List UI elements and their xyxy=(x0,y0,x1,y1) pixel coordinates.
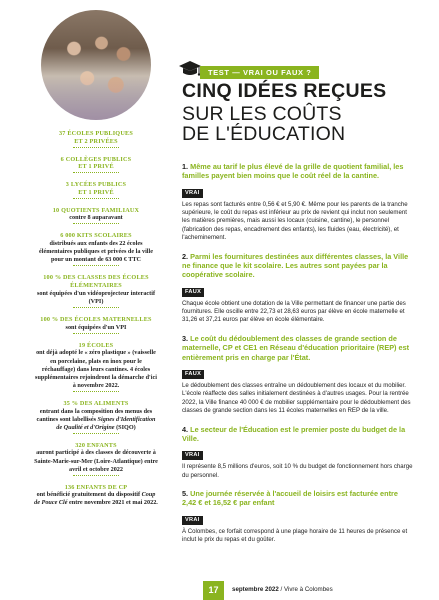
graduation-cap-icon xyxy=(178,60,202,80)
stat-description: ont bénéficié gratuitement du dispositif Coup de Pouce Clé entre novembre 2021 et mai 2022. xyxy=(34,491,158,507)
stat-item xyxy=(34,232,158,266)
verdict-badge: FAUX xyxy=(182,288,204,297)
verdict-badge: VRAI xyxy=(182,189,203,198)
stat-number: 136 ENFANTS DE CP xyxy=(64,483,128,491)
stat-number: 35 % DES ALIMENTS xyxy=(63,399,129,407)
stat-divider xyxy=(73,391,119,392)
quiz-question: 1. Même au tarif le plus élevé de la grille de quotient familial, les familles payent bien moins que le coût réel de la cantine. xyxy=(182,162,404,181)
quiz-banner: TEST — VRAI OU FAUX ? xyxy=(200,66,319,79)
stat-description: sont équipées d'un vidéoprojecteur interactif (VPI) xyxy=(36,289,155,305)
stat-item xyxy=(34,400,158,434)
quiz-answer: Le dédoublement des classes entraîne un dédoublement des locaux et du mobilier. L'école réaffecte des salles initialement destinées à d'autres usages. Pour la rentrée 2022, la Ville finance 40 000 € de mobilier supplémentaire pour le dédoublement des classes de grande section dans les 11 écoles maternelles en REP de la ville. xyxy=(182,381,411,415)
stat-number: 19 ÉCOLES xyxy=(78,341,114,349)
page-subtitle: SUR LES COÛTS DE L'ÉDUCATION xyxy=(182,103,346,146)
stat-item xyxy=(34,274,158,308)
stat-item xyxy=(34,181,158,199)
stat-number: 37 ÉCOLES PUBLIQUES xyxy=(59,130,133,137)
verdict-badge: VRAI xyxy=(182,516,203,525)
stat-description: ET 2 PRIVÉES xyxy=(74,137,118,145)
stat-description: ont déjà adopté le « zéro plastique » (vaisselle en porcelaine, plats en inox pour le réchauffage) dans leurs cantines. 4 écoles supplémentaires rejoindront la démarche d'ici à novembre 2022. xyxy=(35,349,157,389)
program-name: Coup de Pouce Clé xyxy=(34,491,156,507)
quiz-item xyxy=(182,489,414,544)
verdict-badge: VRAI xyxy=(182,451,203,460)
quiz-answer: Il représente 8,5 millions d'euros, soit 10 % du budget de fonctionnement hors charge du personnel. xyxy=(182,463,413,479)
schoolchildren-photo xyxy=(41,10,151,120)
stat-item xyxy=(34,342,158,392)
stat-divider xyxy=(73,147,119,148)
stat-item xyxy=(34,207,158,225)
stat-item xyxy=(34,130,158,148)
stat-divider xyxy=(73,333,119,334)
stat-description: sont équipées d'un VPI xyxy=(65,323,127,331)
quiz-answer: À Colombes, ce forfait correspond à une plage horaire de 11 heures de présence et inclut le prix du repas et du goûter. xyxy=(182,527,408,544)
stat-number: 10 QUOTIENTS FAMILIAUX xyxy=(52,206,140,214)
footer-credit: septembre 2022 / Vivre à Colombes xyxy=(232,586,333,593)
quiz-question: 5. Une journée réservée à l'accueil de loisirs est facturée entre 2,42 € et 16,52 € par enfant xyxy=(182,488,398,508)
stat-item xyxy=(34,484,158,508)
stat-description: ET 1 PRIVÉ xyxy=(78,188,114,196)
label-name: Signes d'Identification de Qualité et d'Origine xyxy=(56,415,156,431)
stat-number: 3 LYCÉES PUBLICS xyxy=(65,181,127,188)
page-number: 17 xyxy=(203,581,224,600)
page-title: CINQ IDÉES REÇUES xyxy=(182,80,387,102)
stat-description: ET 1 PRIVÉ xyxy=(78,163,114,171)
sidebar-stats xyxy=(34,130,158,516)
quiz-question: 2. Parmi les fournitures destinées aux différentes classes, la Ville ne finance que le kit scolaire. Les autres sont payées par la coopérative scolaire. xyxy=(182,251,409,280)
quiz-items xyxy=(182,162,414,553)
quiz-item xyxy=(182,334,414,416)
stat-description: distribués aux enfants des 22 écoles élémentaires publiques et privées de la ville pour un montant de 63 000 € TTC xyxy=(38,240,153,264)
quiz-question: 4. Le secteur de l'Éducation est le premier poste du budget de la Ville. xyxy=(182,424,406,443)
stat-description: contre 8 auparavant xyxy=(69,214,123,222)
stat-divider xyxy=(73,433,119,434)
quiz-item xyxy=(182,252,414,325)
stat-number: 100 % DES ÉCOLES MATERNELLES xyxy=(40,315,152,323)
stat-divider xyxy=(73,172,119,173)
stat-divider xyxy=(73,223,119,224)
stat-divider xyxy=(73,307,119,308)
stat-item xyxy=(34,156,158,174)
quiz-answer: Chaque école obtient une dotation de la Ville permettant de financer une partie des fournitures. Elle oscille entre 22,73 et 28,63 euros par élève en école maternelle et 31,26 et 37,21 euros par élève en école élémentaire. xyxy=(182,299,406,324)
quiz-answer: Les repas sont facturés entre 0,56 € et 5,90 €. Même pour les parents de la tranche supérieure, le coût du repas est inférieur au prix de revient qui inclut non seulement les matières premières, mais aussi les locaux (cuisine, cantine), le personnel (fabrication des repas, encadrement des enfants), les fluides (eau, électricité), et l'acheminement. xyxy=(182,200,408,242)
stat-divider xyxy=(73,198,119,199)
stat-item xyxy=(34,316,158,334)
stat-number: 6 000 KITS SCOLAIRES xyxy=(60,232,132,240)
quiz-item xyxy=(182,162,414,243)
stat-divider xyxy=(73,265,119,266)
stat-description: auront participé à des classes de découverte à Sainte-Marie-sur-Mer (Loire-Atlantique) entre avril et octobre 2022 xyxy=(34,449,158,473)
quiz-item xyxy=(182,425,414,480)
stat-divider xyxy=(73,475,119,476)
stat-description: entrant dans la composition des menus des cantines sont labellisés Signes d'Identification de Qualité et d'Origine (SIQO) xyxy=(36,407,156,431)
stat-item xyxy=(34,442,158,476)
stat-number: 320 ENFANTS xyxy=(75,441,117,449)
verdict-badge: FAUX xyxy=(182,370,204,379)
stat-number: 6 COLLÈGES PUBLICS xyxy=(60,155,132,163)
stat-number: 100 % DES CLASSES DES ÉCOLES ÉLÉMENTAIRES xyxy=(43,274,149,289)
quiz-question: 3. Le coût du dédoublement des classes de grande section de maternelle, CP et CE1 en Réseau d'éducation prioritaire (REP) est entièrement pris en charge par l'État. xyxy=(182,333,410,362)
